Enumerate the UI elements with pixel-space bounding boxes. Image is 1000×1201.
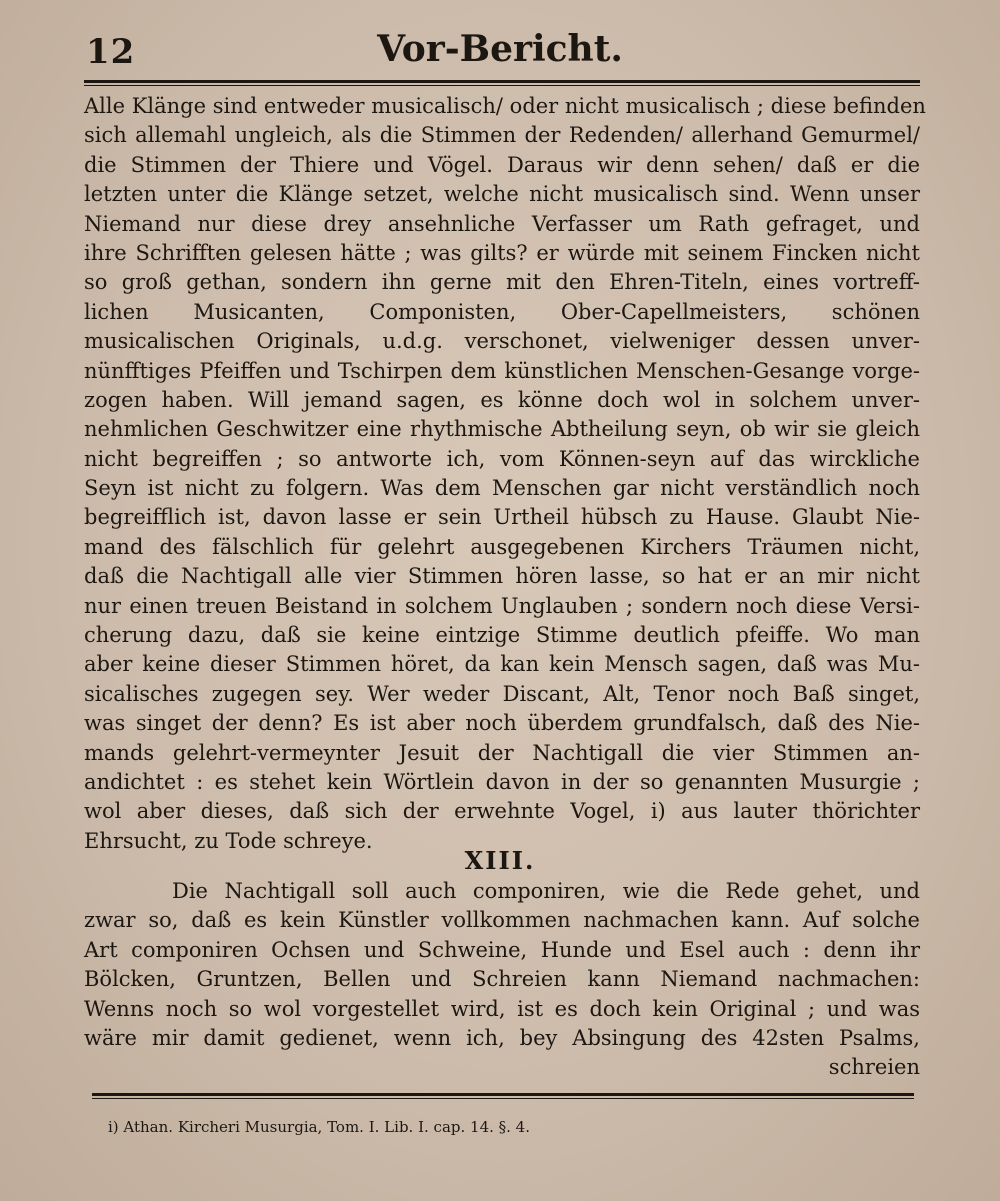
text-line: was singet der denn? Es ist aber noch überdem grundfalsch, daß des Nie- [84,711,920,736]
text-line: nünfftiges Pfeiffen und Tschirpen dem künstlichen Menschen-Gesange vorge- [84,358,920,383]
text-line: zwar so, daß es kein Künstler vollkommen nachmachen kann. Auf solche [84,908,920,933]
text-line: nicht begreiffen ; so antworte ich, vom Können-seyn auf das wirckliche [84,446,920,471]
text-line: Niemand nur diese drey ansehnliche Verfasser um Rath gefraget, und [84,211,920,236]
text-line: Art componiren Ochsen und Schweine, Hunde und Esel auch : denn ihr [84,937,920,962]
text-line: aber keine dieser Stimmen höret, da kan kein Mensch sagen, daß was Mu- [84,652,920,677]
text-line: Alle Klänge sind entweder musicalisch/ oder nicht musicalisch ; diese befinden [84,94,926,118]
text-line: nehmlichen Geschwitzer eine rhythmische Abtheilung seyn, ob wir sie gleich [84,417,920,442]
header-rule [84,80,920,86]
running-head: Vor-Bericht. [377,28,623,70]
text-line: Die Nachtigall soll auch componiren, wie die Rede gehet, und [172,879,920,903]
text-line: letzten unter die Klänge setzet, welche nicht musicalisch sind. Wenn unser [84,182,920,207]
text-line: nur einen treuen Beistand in solchem Unglauben ; sondern noch diese Versi- [84,593,920,618]
text-line: die Stimmen der Thiere und Vögel. Daraus wir denn sehen/ daß er die [84,152,920,177]
text-line: wol aber dieses, daß sich der erwehnte Vogel, i) aus lauter thörichter [84,799,920,824]
page-number: 12 [86,32,136,72]
footnote-rule [92,1093,914,1099]
text-line: Ehrsucht, zu Tode schreye. [84,828,373,853]
text-line: andichtet : es stehet kein Wörtlein davon in der so genannten Musurgie ; [84,769,920,794]
text-line: begreifflich ist, davon lasse er sein Urtheil hübsch zu Hause. Glaubt Nie- [84,505,920,530]
body-paragraph-1 [84,92,926,856]
text-line: daß die Nachtigall alle vier Stimmen hören lasse, so hat er an mir nicht [84,564,920,589]
text-line: ihre Schrifften gelesen hätte ; was gilts? er würde mit seinem Fincken nicht [84,240,920,265]
text-line: Seyn ist nicht zu folgern. Was dem Menschen gar nicht verständlich noch [84,476,920,501]
text-line: Bölcken, Gruntzen, Bellen und Schreien kann Niemand nachmachen: [84,967,920,992]
text-line: musicalischen Originals, u.d.g. verschonet, vielweniger dessen unver- [84,329,920,354]
body-paragraph-2 [84,877,920,1083]
text-line: so groß gethan, sondern ihn gerne mit den Ehren-Titeln, eines vortreff- [84,270,920,295]
text-line: cherung dazu, daß sie keine eintzige Stimme deutlich pfeiffe. Wo man [84,623,920,648]
text-line: sich allemahl ungleich, als die Stimmen der Redenden/ allerhand Gemurmel/ [84,123,920,148]
footnote: i) Athan. Kircheri Musurgia, Tom. I. Lib. I. cap. 14. §. 4. [108,1118,530,1136]
text-line: wäre mir damit gedienet, wenn ich, bey Absingung des 42sten Psalms, [84,1025,920,1050]
text-line: lichen Musicanten, Componisten, Ober-Capellmeisters, schönen [84,299,920,324]
section-heading: XIII. [464,846,536,875]
text-line: Wenns noch so wol vorgestellet wird, ist es doch kein Original ; und was [84,996,920,1021]
text-line: mands gelehrt-vermeynter Jesuit der Nachtigall die vier Stimmen an- [84,740,920,765]
text-line: sicalisches zugegen sey. Wer weder Discant, Alt, Tenor noch Baß singet, [84,681,920,706]
text-line: zogen haben. Will jemand sagen, es könne doch wol in solchem unver- [84,387,920,412]
catchword: schreien [828,1055,920,1080]
text-line: mand des fälschlich für gelehrt ausgegebenen Kirchers Träumen nicht, [84,534,920,559]
